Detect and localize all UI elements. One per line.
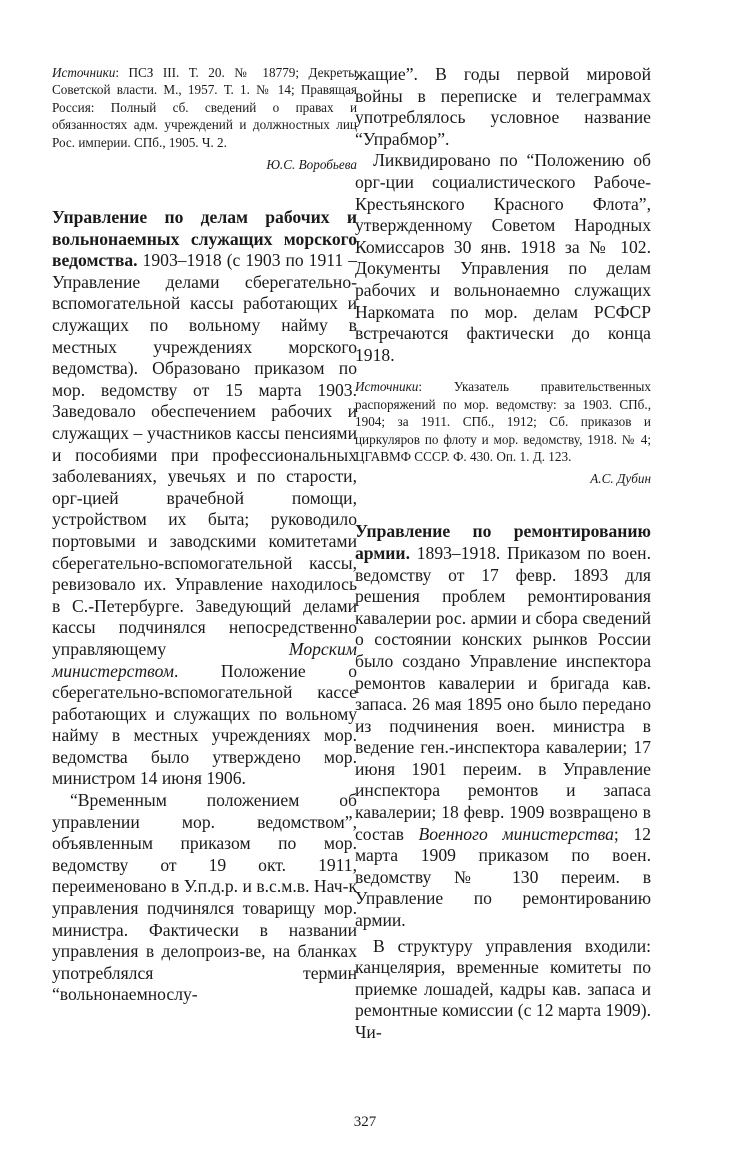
entry-text: 1893–1918. Приказом по воен. ведомству от 17 февр. 1893 для решения проблем ремонтирования кавалерии рос. армии и сбора сведений о состоянии конских рынков России было создано Управление инспектора ремонтов кавалерии и бригада кав. запаса. 26 мая 1895 оно было передано из подчинения воен. министра в ведение ген.-инспектора кавалерии; 17 июня 1901 переим. в Управление инспектора ремонтов и запаса кавалерии; 18 февр. 1909 возвращено в состав	[355, 542, 651, 844]
entry-paragraph	[355, 521, 651, 931]
sources-text: : ПСЗ III. Т. 20. № 18779; Декреты Советской власти. М., 1957. Т. 1. № 14; Правящая Россия: Полный сб. сведений о правах и обязанностях адм. учреждений и должностных лиц Рос. империи. СПб., 1905. Ч. 2.	[52, 65, 357, 150]
author-signature: А.С. Дубин	[590, 471, 651, 487]
page-number: 327	[353, 1114, 377, 1130]
sources-text: : Указатель правительственных распоряжений по мор. ведомству: за 1903. СПб., 1904; за 1911. СПб., 1912; Сб. приказов и циркуляров по флоту и мор. ведомству, 1918. № 4; ЦГАВМФ СССР. Ф. 430. Оп. 1. Д. 123.	[355, 379, 651, 464]
sources-label: Источники	[52, 65, 116, 80]
entry-paragraph: Ликвидировано по “Положению об орг-ции социалистического Рабоче-Крестьянского Красного Флота”, утвержденному Советом Народных Комиссаров 30 янв. 1918 за № 102. Документы Управления по делам рабочих и вольнонаемно служащих Наркомата по мор. делам РСФСР встречаются фактически до конца 1918.	[355, 150, 651, 365]
sources-block-1	[52, 64, 357, 151]
entry-paragraph	[52, 207, 357, 790]
right-column	[355, 64, 651, 1044]
entry-text: . Положение о сберегательно-вспомогательной кассе работающих и служащих по вольному найму в местных учреждениях мор. ведомства было утверждено мор. министром 14 июня 1906.	[52, 660, 357, 789]
author-signature: Ю.С. Воробьева	[266, 157, 357, 173]
entry-title: Управление по делам рабочих и вольнонаемных служащих морского ведомства.	[52, 207, 357, 271]
entry-italic-ref: Военного министерства	[418, 823, 614, 844]
entry-title: Управление по ремонтированию армии.	[355, 521, 651, 563]
left-column	[52, 64, 357, 1006]
entry-paragraph-continued: жащие”. В годы первой мировой войны в переписке и телеграммах употреблялось условное название “Упрабмор”.	[355, 64, 651, 149]
entry-italic-ref: Морским министерством	[52, 638, 357, 681]
sources-label: Источники	[355, 379, 419, 395]
entry-paragraph: В структуру управления входили: канцелярия, временные комитеты по приемке лошадей, кадры кав. запаса и ремонтные комиссии (с 12 марта 1909). Чи-	[355, 935, 651, 1042]
entry-paragraph: “Временным положением об управлении мор. ведомством”, объявленным приказом по мор. ведомству от 19 окт. 1911, переименовано в У.п.д.р. и в.с.м.в. Нач-к управления подчинялся товарищу мор. министра. Фактически в названии управления в делопроиз-ве, на бланках употреблялся термин “вольнонаемнослу-	[52, 790, 357, 1005]
sources-block-2	[355, 378, 651, 465]
entry-text: ; 12 марта 1909 приказом по воен. ведомству № 130 переим. в Управление по ремонтированию армии.	[355, 823, 651, 931]
entry-text: 1903–1918 (с 1903 по 1911 – Управление делами сберегательно-вспомогательной кассы работающих и служащих по вольному найму в местных учреждениях морского ведомства). Образовано приказом по мор. ведомству от 15 марта 1903. Заведовало обеспечением рабочих и служащих – участников кассы пенсиями и пособиями при профессиональных заболеваниях, увечьях и по старости, орг-цией врачебной помощи, устройством их быта; руководило портовыми и заводскими комитетами сберегательно-вспомогательной кассы, ревизовало их. Управление находилось в С.-Петербурге. Заведующий делами кассы подчинялся непосредственно управляющему	[52, 250, 357, 659]
